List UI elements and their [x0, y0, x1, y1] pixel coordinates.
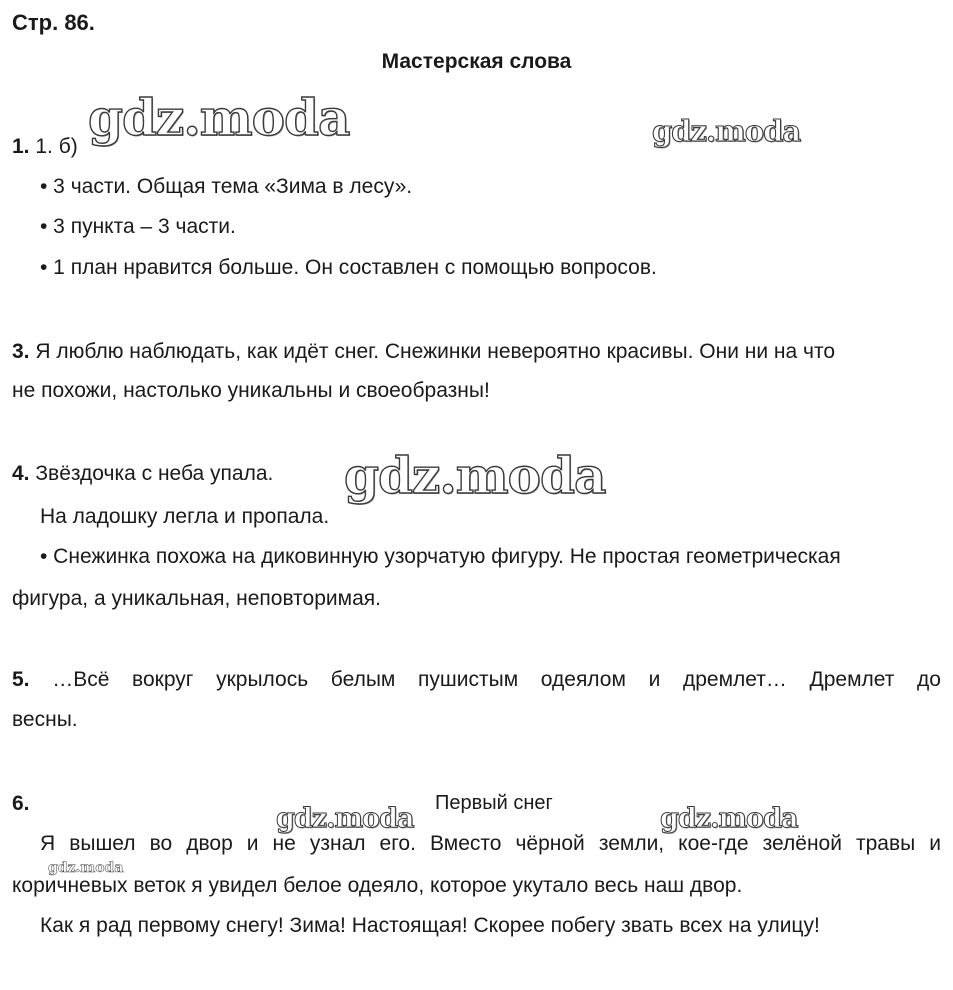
watermark-logo: gdz.moda	[88, 88, 350, 147]
watermark-logo: gdz.moda	[660, 803, 798, 834]
task-text: …Всё вокруг укрылось белым пушистым одеялом и дремлет… Дремлет до	[52, 668, 941, 691]
task-6-line: Я вышел во двор и не узнал его. Вместо чёрной земли, кое-где зелёной травы и	[40, 832, 941, 855]
task-4-line: На ладошку легла и пропала.	[40, 505, 330, 528]
task-1-bullet: • 1 план нравится больше. Он составлен с помощью вопросов.	[40, 256, 657, 279]
task-number: 5.	[12, 668, 30, 691]
task-3-first-line	[12, 340, 835, 364]
task-number: 3.	[12, 340, 30, 363]
task-number: 4.	[12, 462, 30, 485]
task-4-line: • Снежинка похожа на диковинную узорчатую фигуру. Не простая геометрическая	[40, 545, 841, 568]
watermark-logo: gdz.moda	[652, 114, 801, 148]
watermark-logo: gdz.moda	[276, 803, 414, 834]
task-3-line: не похожи, настолько уникальны и своеобразны!	[12, 379, 490, 402]
task-text: 1. б)	[35, 135, 78, 158]
task-number: 1.	[12, 135, 30, 158]
task-4-line: фигура, а уникальная, неповторимая.	[12, 587, 381, 610]
task-6-line: коричневых веток я увидел белое одеяло, которое укутало весь наш двор.	[12, 874, 743, 897]
task-number: 6.	[12, 792, 30, 815]
task-5-line: весны.	[12, 708, 78, 731]
task-4-first-line	[12, 462, 273, 486]
watermark-logo: gdz.moda	[48, 860, 124, 876]
task-1-bullet: • 3 части. Общая тема «Зима в лесу».	[40, 175, 413, 198]
watermark-logo: gdz.moda	[344, 446, 606, 505]
task-1-first-line	[12, 135, 78, 159]
section-title: Мастерская слова	[381, 50, 572, 73]
page-number: Стр. 86.	[12, 10, 95, 35]
task-text: Я люблю наблюдать, как идёт снег. Снежинки невероятно красивы. Они ни на что	[35, 340, 836, 363]
task-1-bullet: • 3 пункта – 3 части.	[40, 215, 236, 238]
story-title: Первый снег	[435, 792, 553, 814]
task-text: Звёздочка с неба упала.	[35, 462, 274, 485]
task-5-first-line	[12, 668, 941, 692]
task-6-line: Как я рад первому снегу! Зима! Настоящая! Скорее побегу звать всех на улицу!	[40, 914, 820, 937]
